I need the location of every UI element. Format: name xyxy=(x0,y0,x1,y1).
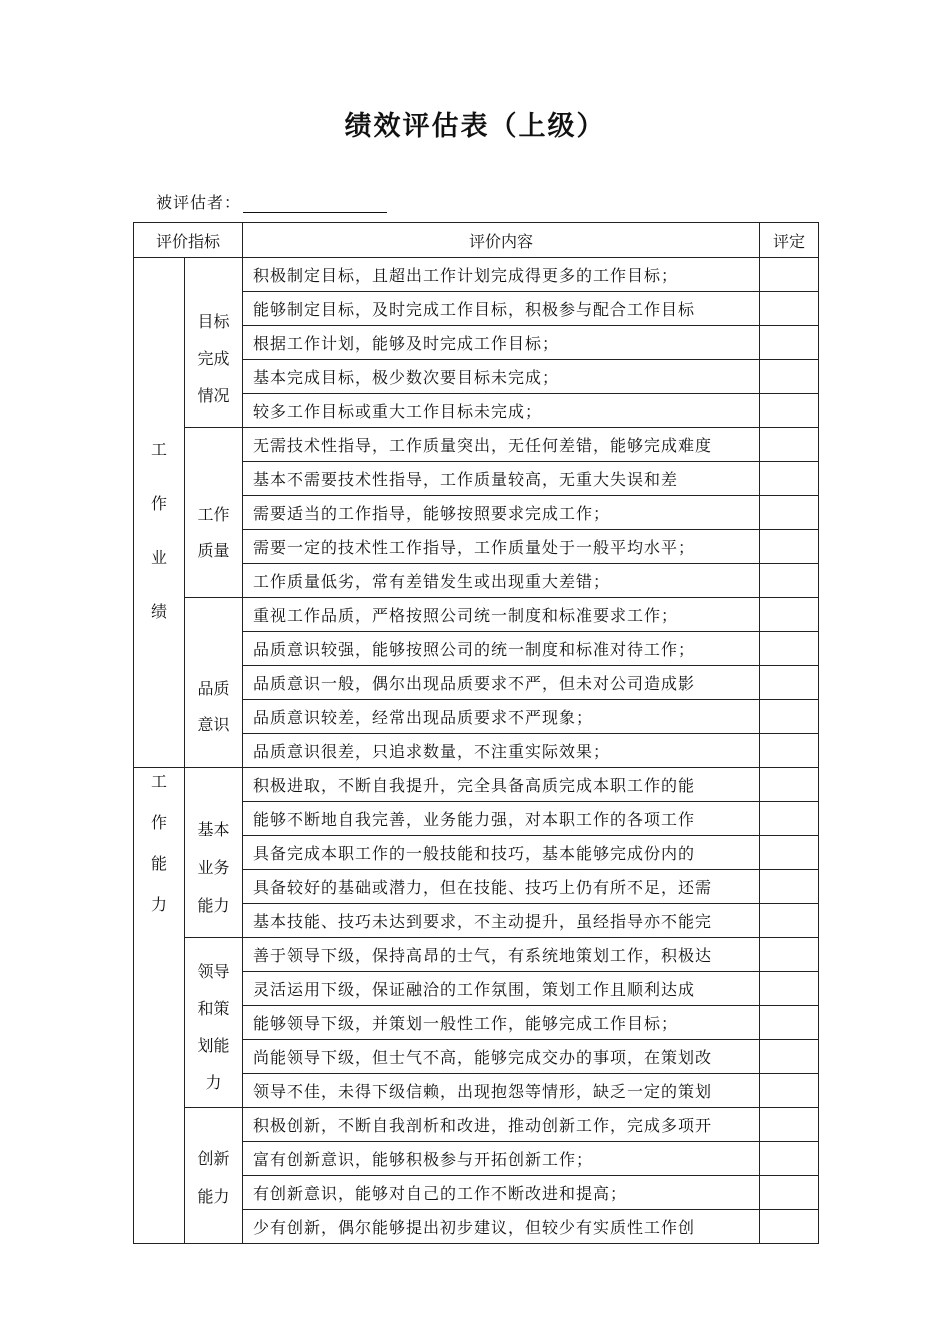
rating-cell[interactable] xyxy=(760,462,819,496)
sub-indicator-label-line: 工作 xyxy=(197,504,230,524)
rating-cell[interactable] xyxy=(760,1006,819,1040)
rating-cell[interactable] xyxy=(760,292,819,326)
rating-cell[interactable] xyxy=(760,938,819,972)
rating-cell[interactable] xyxy=(760,904,819,938)
criterion-text: 品质意识较差，经常出现品质要求不严现象； xyxy=(243,700,760,734)
criterion-text: 品质意识一般，偶尔出现品质要求不严，但未对公司造成影 xyxy=(243,666,760,700)
sub-indicator-label-line: 目标 xyxy=(197,311,230,331)
criterion-text: 尚能领导下级，但士气不高，能够完成交办的事项，在策划改 xyxy=(243,1040,760,1074)
rating-cell[interactable] xyxy=(760,1210,819,1244)
sub-indicator-label-line: 品质 xyxy=(197,678,230,698)
criterion-text: 基本不需要技术性指导，工作质量较高，无重大失误和差 xyxy=(243,462,760,496)
sub-indicator-label-line: 划能 xyxy=(197,1036,230,1055)
page-title: 绩效评估表（上级） xyxy=(344,111,606,142)
rating-cell[interactable] xyxy=(760,394,819,428)
sub-indicator-cell xyxy=(185,768,243,938)
sub-indicator-label-line: 领导 xyxy=(197,962,230,981)
criterion-text: 基本技能、技巧未达到要求，不主动提升，虽经指导亦不能完 xyxy=(243,904,760,938)
header-row xyxy=(134,223,819,258)
criterion-text: 能够不断地自我完善，业务能力强，对本职工作的各项工作 xyxy=(243,802,760,836)
criterion-text: 根据工作计划，能够及时完成工作目标； xyxy=(243,326,760,360)
sub-indicator-label-line: 创新 xyxy=(197,1148,230,1168)
criterion-text: 重视工作品质，严格按照公司统一制度和标准要求工作； xyxy=(243,598,760,632)
category-label-char: 工 xyxy=(150,772,167,791)
criterion-text: 能够领导下级，并策划一般性工作，能够完成工作目标； xyxy=(243,1006,760,1040)
sub-indicator-label-line: 意识 xyxy=(197,714,230,734)
sub-indicator-label-line: 情况 xyxy=(197,385,230,405)
rating-cell[interactable] xyxy=(760,700,819,734)
criterion-text: 品质意识较强，能够按照公司的统一制度和标准对待工作； xyxy=(243,632,760,666)
category-label-char: 作 xyxy=(150,813,167,832)
criterion-text: 积极进取，不断自我提升，完全具备高质完成本职工作的能 xyxy=(243,768,760,802)
criterion-text: 工作质量低劣，常有差错发生或出现重大差错； xyxy=(243,564,760,598)
evaluatee-label: 被评估者： xyxy=(156,193,242,212)
criterion-text: 需要适当的工作指导，能够按照要求完成工作； xyxy=(243,496,760,530)
sub-indicator-label-line: 力 xyxy=(205,1073,222,1092)
sub-indicator-label-line: 基本 xyxy=(197,819,230,839)
criterion-text: 有创新意识，能够对自己的工作不断改进和提高； xyxy=(243,1176,760,1210)
rating-cell[interactable] xyxy=(760,1108,819,1142)
sub-indicator-cell xyxy=(185,1108,243,1244)
sub-indicator-label-line: 完成 xyxy=(197,348,230,368)
criterion-text: 具备完成本职工作的一般技能和技巧，基本能够完成份内的 xyxy=(243,836,760,870)
criterion-text: 积极制定目标，且超出工作计划完成得更多的工作目标； xyxy=(243,258,760,292)
rating-cell[interactable] xyxy=(760,1142,819,1176)
rating-cell[interactable] xyxy=(760,972,819,1006)
rating-cell[interactable] xyxy=(760,734,819,768)
criterion-text: 少有创新，偶尔能够提出初步建议，但较少有实质性工作创 xyxy=(243,1210,760,1244)
sub-indicator-label-line: 能力 xyxy=(197,895,230,915)
sub-indicator-label-line: 质量 xyxy=(197,540,230,560)
category-label-char: 绩 xyxy=(150,602,167,621)
category-label-char: 能 xyxy=(150,854,167,873)
rating-cell[interactable] xyxy=(760,1074,819,1108)
rating-cell[interactable] xyxy=(760,496,819,530)
rating-cell[interactable] xyxy=(760,836,819,870)
sub-indicator-cell xyxy=(185,428,243,598)
sub-indicator-label-line: 和策 xyxy=(197,999,230,1018)
criterion-text: 需要一定的技术性工作指导，工作质量处于一般平均水平； xyxy=(243,530,760,564)
criterion-text: 无需技术性指导，工作质量突出，无任何差错，能够完成难度 xyxy=(243,428,760,462)
table-row xyxy=(134,598,819,632)
rating-cell[interactable] xyxy=(760,632,819,666)
criterion-text: 富有创新意识，能够积极参与开拓创新工作； xyxy=(243,1142,760,1176)
criterion-text: 领导不佳，未得下级信赖，出现抱怨等情形，缺乏一定的策划 xyxy=(243,1074,760,1108)
sub-indicator-cell xyxy=(185,598,243,768)
sub-indicator-cell xyxy=(185,938,243,1108)
sub-indicator-label-line: 能力 xyxy=(197,1186,230,1206)
rating-cell[interactable] xyxy=(760,1040,819,1074)
sub-indicator-label-line: 业务 xyxy=(197,857,230,877)
category-label-char: 工 xyxy=(150,440,167,459)
sub-indicator-cell xyxy=(185,258,243,428)
criterion-text: 积极创新，不断自我剖析和改进，推动创新工作，完成多项开 xyxy=(243,1108,760,1142)
category-cell xyxy=(134,258,185,768)
criterion-text: 灵活运用下级，保证融洽的工作氛围，策划工作且顺利达成 xyxy=(243,972,760,1006)
header-content: 评价内容 xyxy=(243,223,760,258)
rating-cell[interactable] xyxy=(760,768,819,802)
rating-cell[interactable] xyxy=(760,428,819,462)
rating-cell[interactable] xyxy=(760,598,819,632)
evaluation-table xyxy=(133,222,819,1244)
rating-cell[interactable] xyxy=(760,802,819,836)
rating-cell[interactable] xyxy=(760,870,819,904)
evaluatee-line xyxy=(156,190,387,213)
table-row xyxy=(134,428,819,462)
criterion-text: 善于领导下级，保持高昂的士气，有系统地策划工作，积极达 xyxy=(243,938,760,972)
header-rating: 评定 xyxy=(760,223,819,258)
category-label-char: 作 xyxy=(150,494,167,513)
rating-cell[interactable] xyxy=(760,360,819,394)
table-row xyxy=(134,1108,819,1142)
rating-cell[interactable] xyxy=(760,258,819,292)
criterion-text: 品质意识很差，只追求数量，不注重实际效果； xyxy=(243,734,760,768)
header-indicator: 评价指标 xyxy=(134,223,243,258)
rating-cell[interactable] xyxy=(760,564,819,598)
evaluatee-blank[interactable] xyxy=(243,194,387,213)
criterion-text: 具备较好的基础或潜力，但在技能、技巧上仍有所不足，还需 xyxy=(243,870,760,904)
table-row xyxy=(134,258,819,292)
criterion-text: 能够制定目标，及时完成工作目标，积极参与配合工作目标 xyxy=(243,292,760,326)
table-row xyxy=(134,768,819,802)
rating-cell[interactable] xyxy=(760,666,819,700)
rating-cell[interactable] xyxy=(760,326,819,360)
rating-cell[interactable] xyxy=(760,1176,819,1210)
criterion-text: 基本完成目标，极少数次要目标未完成； xyxy=(243,360,760,394)
table-row xyxy=(134,938,819,972)
rating-cell[interactable] xyxy=(760,530,819,564)
category-label-char: 力 xyxy=(150,895,167,914)
category-cell xyxy=(134,768,185,1244)
category-label-char: 业 xyxy=(150,548,167,567)
criterion-text: 较多工作目标或重大工作目标未完成； xyxy=(243,394,760,428)
